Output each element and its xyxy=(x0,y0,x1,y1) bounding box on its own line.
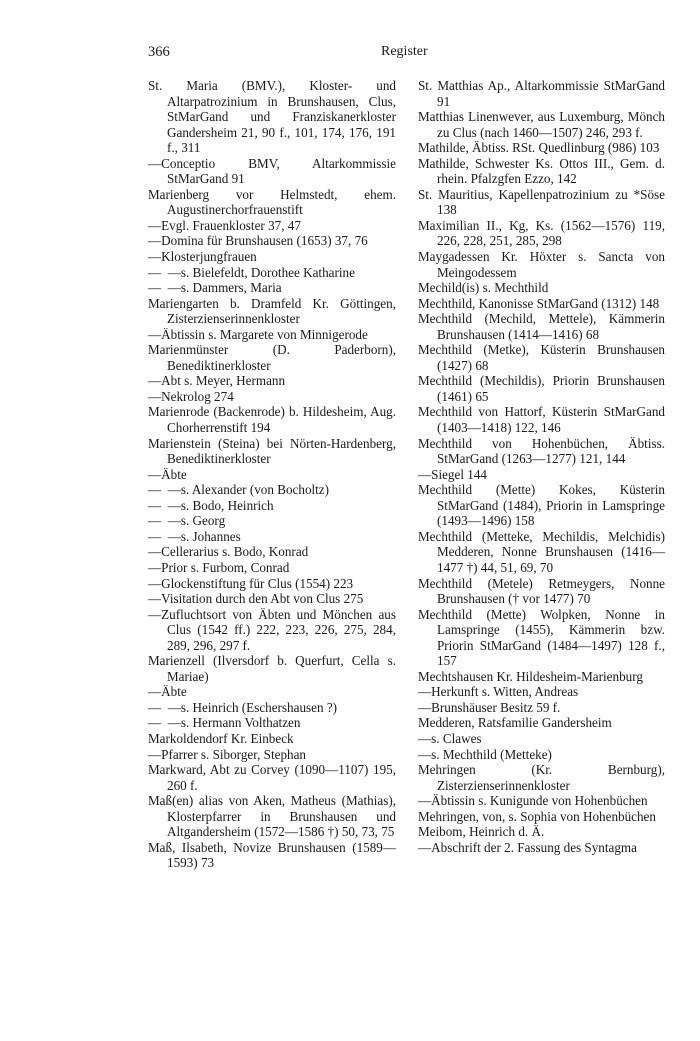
index-entry-text: Meibom, Heinrich d. Ä. xyxy=(418,824,545,840)
index-entry-text: Markoldendorf Kr. Einbeck xyxy=(148,730,294,746)
index-column-right xyxy=(418,78,665,855)
index-entry xyxy=(418,404,665,435)
subentry-dash: — xyxy=(418,466,432,482)
index-entry xyxy=(148,560,396,576)
index-entry xyxy=(418,249,665,280)
index-entry xyxy=(148,373,396,389)
index-entry xyxy=(418,762,665,793)
index-entry xyxy=(418,607,665,669)
index-entry xyxy=(148,389,396,405)
index-entry xyxy=(418,373,665,404)
index-entry xyxy=(418,715,665,731)
index-entry-text: s. Mechthild (Metteke) xyxy=(431,746,552,762)
index-entry xyxy=(418,311,665,342)
index-entry-text: Maygadessen Kr. Höxter s. Sancta von Meingodessem xyxy=(418,249,665,280)
index-entry xyxy=(148,544,396,560)
index-entry xyxy=(148,233,396,249)
index-entry-text: Zufluchtsort von Äbten und Mönchen aus Clus (1542 ff.) 222, 223, 226, 275, 284, 289, 296, 297 f. xyxy=(161,606,396,653)
index-entry-text: Maximilian II., Kg, Ks. (1562—1576) 119, 226, 228, 251, 285, 298 xyxy=(418,217,665,249)
index-entry xyxy=(148,156,396,187)
index-entry-text: Siegel 144 xyxy=(431,466,487,482)
index-entry-text: Mechthild von Hohenbüchen, Äbtiss. StMarGand (1263—1277) 121, 144 xyxy=(418,435,665,467)
index-entry xyxy=(418,280,665,296)
index-entry-text: Marienmünster (D. Paderborn), Benediktinerkloster xyxy=(148,342,396,373)
subsubentry-dash: — — xyxy=(148,264,181,280)
index-entry xyxy=(418,467,665,483)
index-entry xyxy=(418,342,665,373)
index-entry xyxy=(148,840,396,871)
index-entry xyxy=(148,684,396,700)
index-entry-text: Pfarrer s. Siborger, Stephan xyxy=(161,746,306,762)
index-entry xyxy=(148,218,396,234)
index-entry xyxy=(418,482,665,529)
subentry-dash: — xyxy=(148,544,162,560)
index-entry xyxy=(148,467,396,483)
subsubentry-dash: — — xyxy=(148,497,181,513)
index-entry xyxy=(418,824,665,840)
index-entry-text: Maß, Ilsabeth, Novize Brunshausen (1589—1593) 73 xyxy=(148,839,396,871)
index-entry xyxy=(418,78,665,109)
subentry-dash: — xyxy=(148,249,162,265)
subsubentry-dash: — — xyxy=(148,482,181,498)
index-entry xyxy=(418,187,665,218)
index-entry xyxy=(148,404,396,435)
index-entry xyxy=(418,436,665,467)
subentry-dash: — xyxy=(148,373,162,389)
index-entry-text: Mechthild (Mechild, Mettele), Kämmerin Brunshausen (1414—1416) 68 xyxy=(418,311,665,342)
index-entry xyxy=(418,747,665,763)
index-entry-text: Mechthild (Mechildis), Priorin Brunshausen (1461) 65 xyxy=(418,373,665,404)
subentry-dash: — xyxy=(148,746,162,762)
index-entry xyxy=(148,747,396,763)
index-entry-text: Markward, Abt zu Corvey (1090—1107) 195, 260 f. xyxy=(148,762,396,793)
index-entry-text: Glockenstiftung für Clus (1554) 223 xyxy=(161,575,354,591)
index-entry-text: s. Dammers, Maria xyxy=(180,280,282,296)
index-entry xyxy=(418,529,665,576)
index-entry-text: Mechtshausen Kr. Hildesheim-Marienburg xyxy=(418,668,643,684)
index-entry xyxy=(148,187,396,218)
index-entry xyxy=(418,156,665,187)
index-entry-text: Marienrode (Backenrode) b. Hildesheim, Aug. Chorherrenstift 194 xyxy=(148,404,396,436)
index-entry-text: St. Matthias Ap., Altarkommissie StMarGand 91 xyxy=(418,78,665,109)
index-entry-text: Conceptio BMV, Altarkommissie StMarGand 91 xyxy=(161,155,396,187)
index-entry-text: Marienzell (Ilversdorf b. Querfurt, Cella s. Mariae) xyxy=(148,653,396,684)
index-entry-text: Klosterjungfrauen xyxy=(161,249,257,265)
index-entry-text: Abschrift der 2. Fassung des Syntagma xyxy=(431,839,637,855)
index-entry-text: s. Heinrich (Eschershausen ?) xyxy=(180,699,338,715)
index-entry xyxy=(418,684,665,700)
index-entry xyxy=(148,498,396,514)
index-entry xyxy=(418,296,665,312)
index-entry-text: Maß(en) alias von Aken, Matheus (Mathias), Klosterpfarrer in Brunshausen und Altgandersheim (1572—1586 †) 50, 73, 75 xyxy=(148,793,396,840)
index-entry-text: Medderen, Ratsfamilie Gandersheim xyxy=(418,715,612,731)
index-entry-text: Marienberg vor Helmstedt, ehem. Augustinerchorfrauenstift xyxy=(148,186,396,218)
index-entry-text: s. Alexander (von Bocholtz) xyxy=(180,482,330,498)
index-entry xyxy=(418,669,665,685)
running-head: Register xyxy=(381,44,428,59)
index-entry-text: Domina für Brunshausen (1653) 37, 76 xyxy=(161,233,368,249)
subentry-dash: — xyxy=(148,575,162,591)
index-entry-text: St. Mauritius, Kapellenpatrozinium zu *Söse 138 xyxy=(418,186,665,218)
index-entry-text: s. Johannes xyxy=(180,528,241,544)
index-entry-text: Evgl. Frauenkloster 37, 47 xyxy=(161,217,301,233)
index-entry xyxy=(148,280,396,296)
index-entry-text: Matthias Linenwever, aus Luxemburg, Mönch zu Clus (nach 1460—1507) 246, 293 f. xyxy=(418,109,665,140)
index-entry-text: Äbte xyxy=(161,466,187,482)
index-entry-text: Mehringen (Kr. Bernburg), Zisterzienserinnenkloster xyxy=(418,762,665,793)
index-entry-text: Mariengarten b. Dramfeld Kr. Göttingen, Zisterzienserinnenkloster xyxy=(148,295,396,327)
subentry-dash: — xyxy=(418,684,432,700)
subentry-dash: — xyxy=(148,388,162,404)
index-entry xyxy=(148,793,396,840)
index-entry-text: s. Bielefeldt, Dorothee Katharine xyxy=(180,264,355,280)
subentry-dash: — xyxy=(418,793,432,809)
subsubentry-dash: — — xyxy=(148,280,181,296)
index-entry-text: Mechthild, Kanonisse StMarGand (1312) 148 xyxy=(418,295,660,311)
page-number: 366 xyxy=(148,44,170,60)
index-entry xyxy=(148,762,396,793)
index-entry xyxy=(418,793,665,809)
index-entry xyxy=(148,296,396,327)
index-entry xyxy=(148,700,396,716)
index-entry-text: Mechthild (Metke), Küsterin Brunshausen (1427) 68 xyxy=(418,342,665,373)
index-entry-text: Herkunft s. Witten, Andreas xyxy=(431,684,579,700)
index-entry-text: Abt s. Meyer, Hermann xyxy=(161,373,286,389)
subsubentry-dash: — — xyxy=(148,699,181,715)
index-entry-text: Mechthild (Mette) Wolpken, Nonne in Lamspringe (1455), Kämmerin bzw. Priorin StMarGand (1484—1497) 128 f., 157 xyxy=(418,606,665,669)
index-entry-text: Mechild(is) s. Mechthild xyxy=(418,280,549,296)
subentry-dash: — xyxy=(418,730,432,746)
index-entry-text: s. Bodo, Heinrich xyxy=(180,497,274,513)
index-entry-text: Marienstein (Steina) bei Nörten-Hardenberg, Benediktinerkloster xyxy=(148,435,396,467)
subentry-dash: — xyxy=(148,326,162,342)
index-entry xyxy=(418,140,665,156)
index-entry-text: Mechthild von Hattorf, Küsterin StMarGand (1403—1418) 122, 146 xyxy=(418,404,665,436)
index-entry xyxy=(148,715,396,731)
index-entry-text: Visitation durch den Abt von Clus 275 xyxy=(161,591,364,607)
subentry-dash: — xyxy=(148,217,162,233)
index-entry-text: Prior s. Furbom, Conrad xyxy=(161,559,290,575)
subentry-dash: — xyxy=(148,559,162,575)
index-entry-text: Mechthild (Metteke, Mechildis, Melchidis) Medderen, Nonne Brunshausen (1416—1477 †) 44, 51, 69, 70 xyxy=(418,528,665,575)
index-entry-text: Mechthild (Mette) Kokes, Küsterin StMarGand (1484), Priorin in Lamspringe (1493—1496) 158 xyxy=(418,482,665,529)
index-entry xyxy=(148,576,396,592)
index-entry xyxy=(148,249,396,265)
index-entry xyxy=(148,327,396,343)
index-entry-text: Mechthild (Metele) Retmeygers, Nonne Brunshausen († vor 1477) 70 xyxy=(418,575,665,607)
index-entry xyxy=(148,653,396,684)
index-entry-text: Mathilde, Schwester Ks. Ottos III., Gem. d. rhein. Pfalzgfen Ezzo, 142 xyxy=(418,155,665,187)
index-entry-text: Mathilde, Äbtiss. RSt. Quedlinburg (986) 103 xyxy=(418,140,660,156)
index-entry-text: Äbtissin s. Margarete von Minnigerode xyxy=(161,326,368,342)
index-entry xyxy=(148,607,396,654)
index-entry xyxy=(148,513,396,529)
index-entry xyxy=(148,265,396,281)
subsubentry-dash: — — xyxy=(148,513,181,529)
subentry-dash: — xyxy=(148,684,162,700)
index-entry-text: St. Maria (BMV.), Kloster- und Altarpatrozinium in Brunshausen, Clus, StMarGand und Franziskanerkloster Gandersheim 21, 90 f., 101, 174, 176, 191 f., 311 xyxy=(148,78,396,156)
index-entry-text: Äbte xyxy=(161,684,187,700)
index-entry xyxy=(148,731,396,747)
index-entry xyxy=(148,436,396,467)
subentry-dash: — xyxy=(418,839,432,855)
index-entry xyxy=(418,218,665,249)
index-entry-text: Nekrolog 274 xyxy=(161,388,234,404)
subentry-dash: — xyxy=(148,155,162,171)
index-entry xyxy=(418,700,665,716)
index-entry-text: s. Georg xyxy=(180,513,226,529)
index-entry xyxy=(148,78,396,156)
index-entry xyxy=(418,576,665,607)
index-entry xyxy=(148,529,396,545)
subentry-dash: — xyxy=(148,466,162,482)
index-entry-text: s. Clawes xyxy=(431,730,482,746)
subentry-dash: — xyxy=(148,591,162,607)
subentry-dash: — xyxy=(148,233,162,249)
index-entry xyxy=(148,482,396,498)
subsubentry-dash: — — xyxy=(148,715,181,731)
index-entry xyxy=(148,342,396,373)
subentry-dash: — xyxy=(418,746,432,762)
index-entry-text: Cellerarius s. Bodo, Konrad xyxy=(161,544,309,560)
index-entry xyxy=(418,809,665,825)
index-entry-text: Mehringen, von, s. Sophia von Hohenbüchen xyxy=(418,808,656,824)
index-entry-text: s. Hermann Volthatzen xyxy=(180,715,301,731)
index-entry xyxy=(418,840,665,856)
subsubentry-dash: — — xyxy=(148,528,181,544)
index-column-left xyxy=(148,78,396,871)
index-entry-text: Äbtissin s. Kunigunde von Hohenbüchen xyxy=(431,793,648,809)
index-entry xyxy=(418,109,665,140)
subentry-dash: — xyxy=(148,606,162,622)
index-entry-text: Brunshäuser Besitz 59 f. xyxy=(431,699,561,715)
subentry-dash: — xyxy=(418,699,432,715)
index-entry xyxy=(418,731,665,747)
index-entry xyxy=(148,591,396,607)
